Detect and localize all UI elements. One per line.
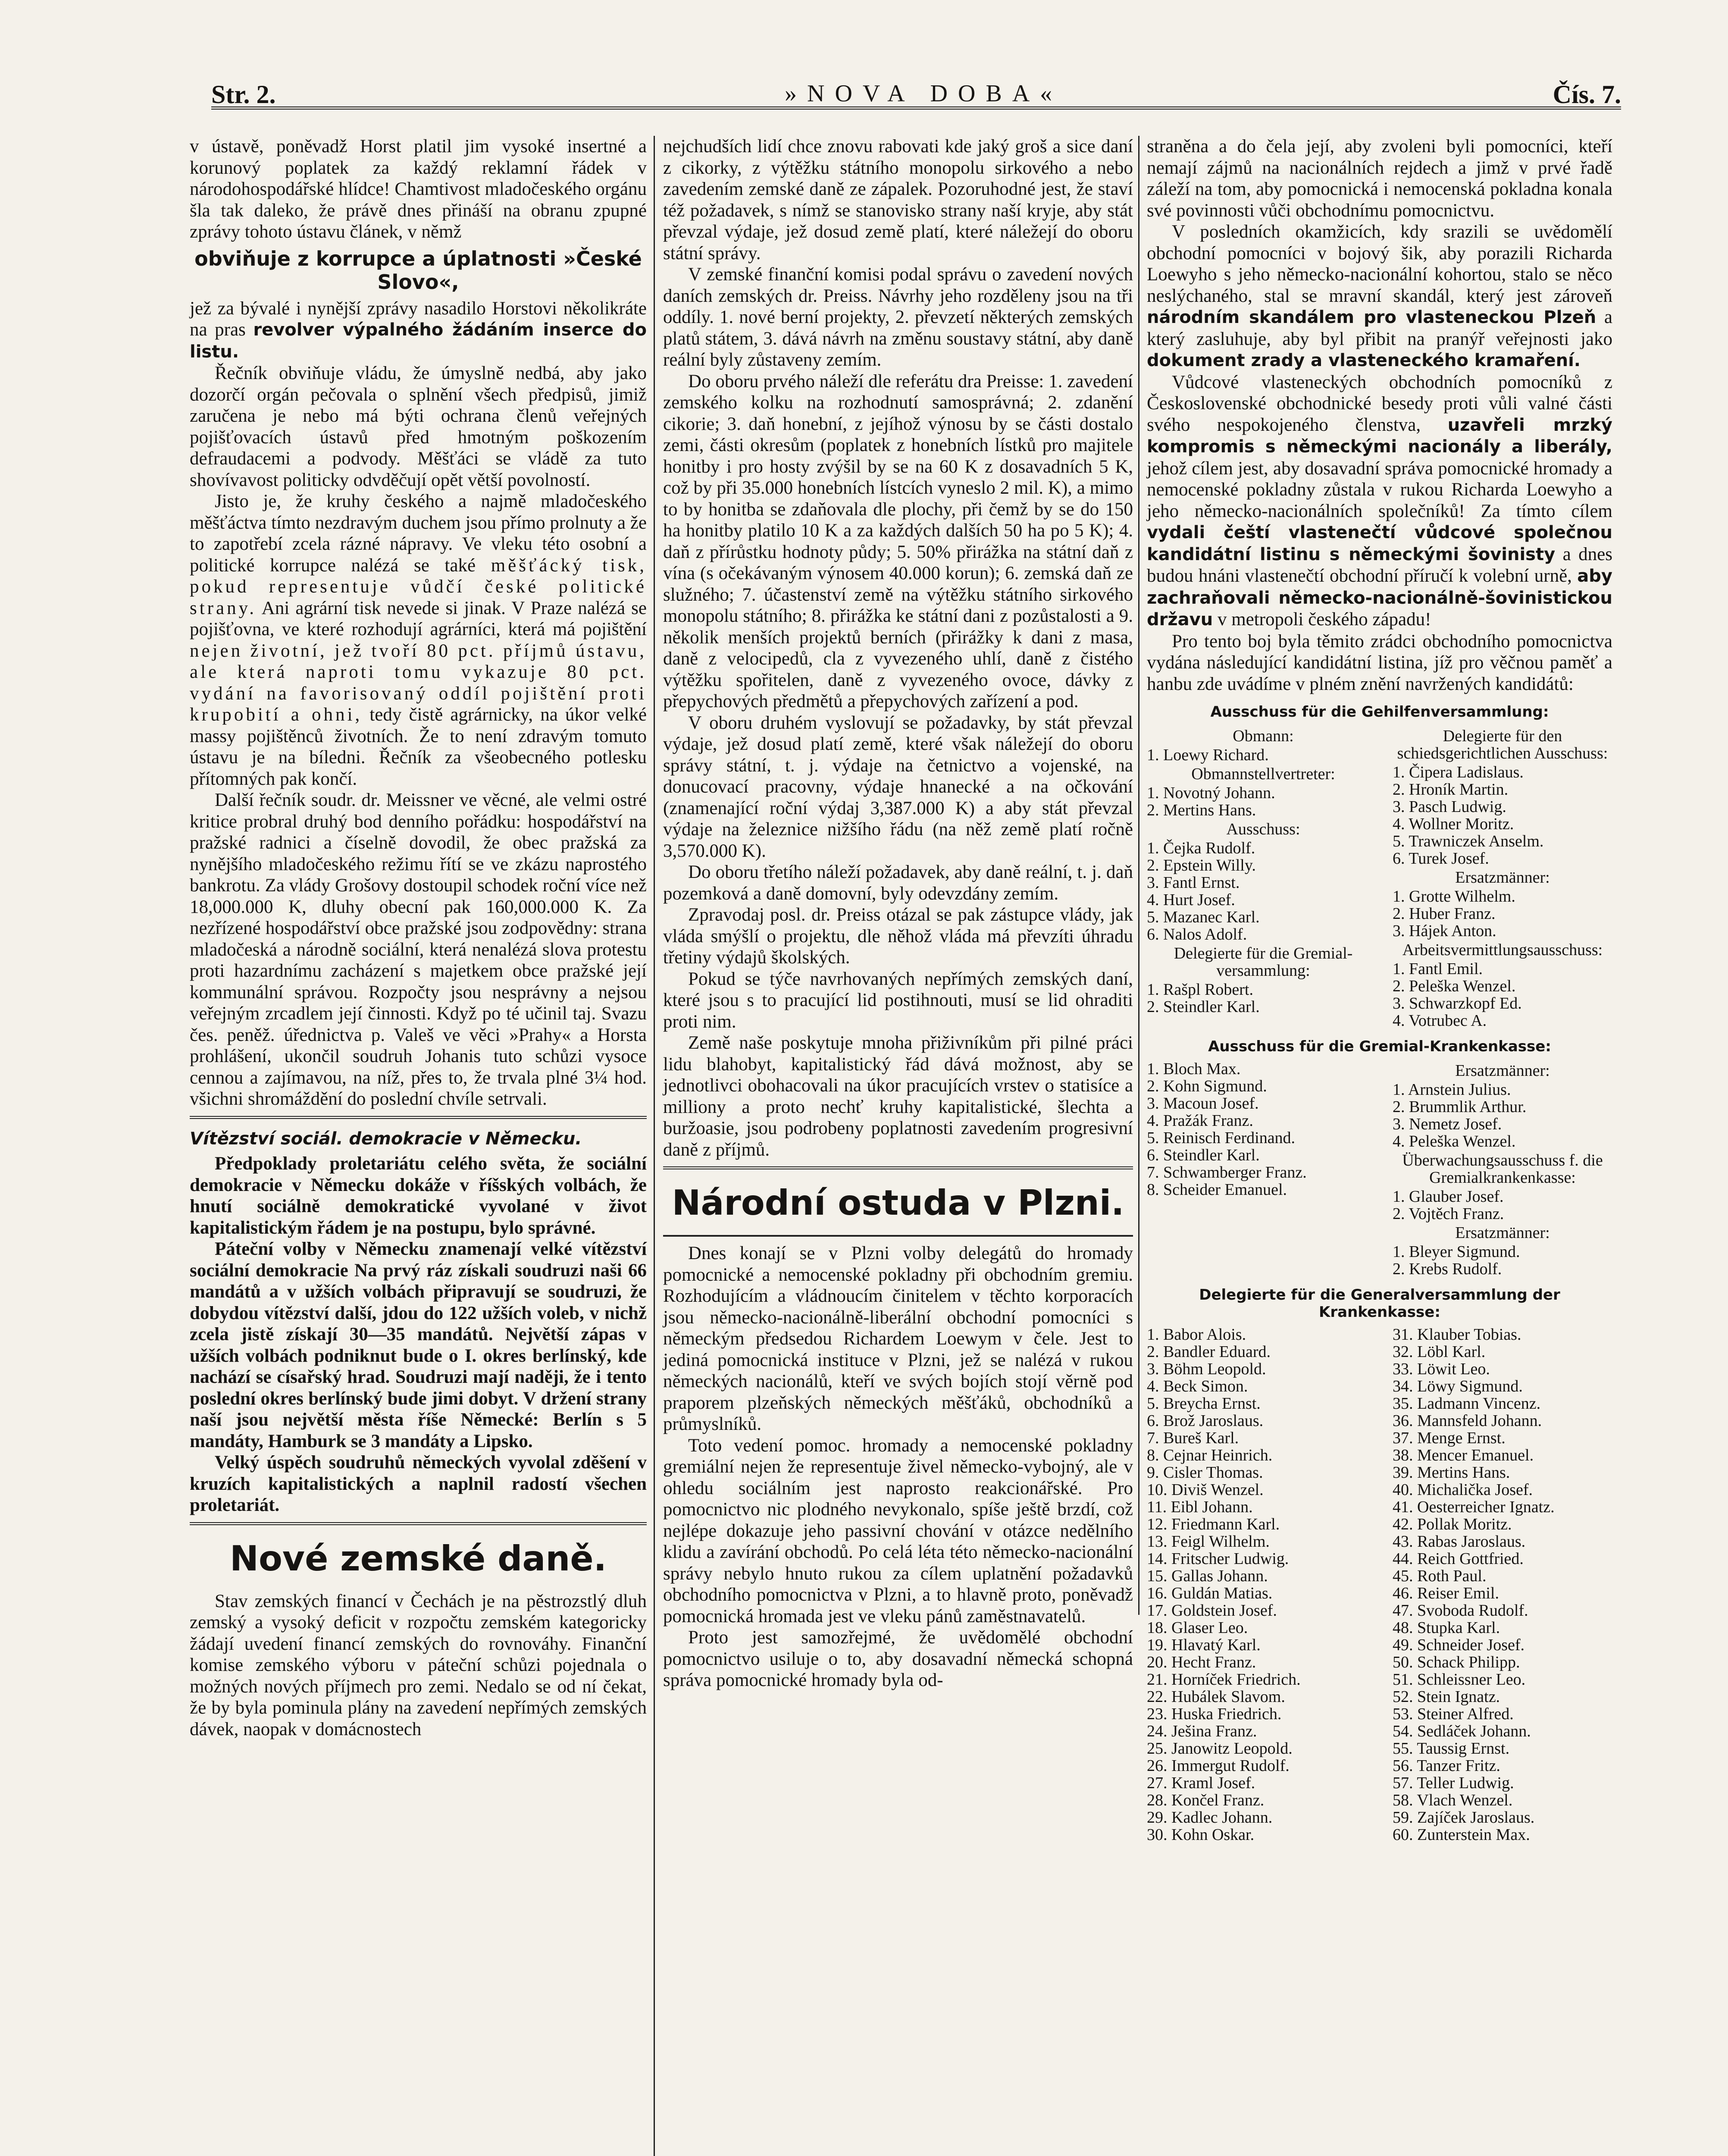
- candidate-name: 18. Glaser Leo.: [1147, 1619, 1248, 1637]
- candidate-name: 14. Fritscher Ludwig.: [1147, 1550, 1289, 1568]
- article-paragraph: Stav zemských financí v Čechách je na pěstrozstlý dluh zemský a vysoký deficit v rozpočtu zemském kategoricky žádají uvedení financí zemských do rovnováhy. Finanční komise zemského výboru v páteční schůzi pojednala o možných nových příjmech pro zemi. Nedalo se od ní čekat, že by byla pominula plány na zavedení nepřímých zemských dávek, naopak v domácnostech: [190, 1591, 647, 1739]
- name-list: [1393, 888, 1612, 940]
- candidate-name: 1. Grotte Wilhelm.: [1393, 887, 1515, 906]
- article-paragraph: Pokud se týče navrhovaných nepřímých zemských daní, které jsou s to pracující lid postihnouti, musí se lid ohraditi proti nim.: [663, 968, 1133, 1032]
- newspaper-title: »NOVA DOBA«: [785, 80, 1063, 107]
- candidate-name: 7. Bureš Karl.: [1147, 1429, 1239, 1447]
- list-subheading: Arbeitsvermittlungsausschuss:: [1402, 941, 1603, 959]
- candidate-name: 36. Mannsfeld Johann.: [1393, 1412, 1542, 1430]
- candidate-name: 50. Schack Philipp.: [1393, 1653, 1520, 1671]
- paragraph-text: jehož cílem jest, aby dosavadní správa pomocnické hromady a nemocenské pokladny zůstala v rukou Richarda Loewyho a jeho německo-nacionálních společníků! Za tímto cílem: [1147, 458, 1612, 521]
- candidate-name: 3. Macoun Josef.: [1147, 1094, 1259, 1112]
- candidate-name: 57. Teller Ludwig.: [1393, 1774, 1514, 1792]
- paragraph-text: v metropoli českého západu!: [1217, 609, 1431, 630]
- list-subheading: Obmannstellvertreter:: [1191, 765, 1335, 783]
- candidate-name: 53. Steiner Alfred.: [1393, 1705, 1514, 1723]
- section-heading: Vítězství sociál. demokracie v Německu.: [190, 1128, 582, 1149]
- candidate-name: 2. Steindler Karl.: [1147, 998, 1260, 1016]
- candidate-name: 51. Schleissner Leo.: [1393, 1670, 1526, 1689]
- candidate-name: 4. Beck Simon.: [1147, 1377, 1248, 1395]
- name-list: [1393, 1326, 1612, 1843]
- candidate-name: 52. Stein Ignatz.: [1393, 1688, 1500, 1706]
- candidate-name: 2. Mertins Hans.: [1147, 801, 1256, 819]
- candidate-name: 4. Wollner Moritz.: [1393, 815, 1514, 833]
- column-divider-1: [654, 136, 655, 2156]
- candidate-name: 26. Immergut Rudolf.: [1147, 1757, 1290, 1775]
- candidate-name: 1. Loewy Richard.: [1147, 746, 1269, 764]
- article-paragraph: Do oboru prvého náleží dle referátu dra Preisse: 1. zavedení zemského kolku na rozhodnutí samosprávná; 2. zdanění cikorie; 3. daň honební, z jejíhož výnosu by se části dostalo zemi, části okresům (poplatek z honebních lístků pro majitele honitby i pro hosty zvýšil by se na 60 K z dosavadních 5 K, což by při 35.000 honebních lístcích vyneslo 2 mil. K), a mimo to by honitba se zdaňovala dle plochy, při čemž by se do 150 ha honitby platilo 10 K a za každých dalších 50 ha po 5 K); 4. daň z přírůstku hodnoty půdy; 5. 50% přirážka na státní daň z vína (s očekávaným výnosem 40.000 korun); 6. zemská daň ze služného; 7. účastenství země na výtěžku státního sirkového monopolu státního; 8. přirážka ke státní dani z pozůstalosti a 9. několik menších projektů berních (přirážky k dani z masa, daně z velocipedů, cla z vyvezeného uhlí, daně z čistého výtěžku spořitelen, daně z vyvezeného ovoce, dávky z přepychových předmětů a přepychových zařízení a pod.: [663, 371, 1133, 711]
- list-subheading: Ersatzmänner:: [1455, 1224, 1550, 1242]
- table-column-right: [1380, 1060, 1612, 1278]
- table-column-left: [1147, 1060, 1380, 1278]
- article-headline: Nové zemské daně.: [230, 1538, 607, 1579]
- candidate-name: 5. Mazanec Karl.: [1147, 908, 1260, 926]
- candidate-name: 29. Kadlec Johann.: [1147, 1808, 1273, 1827]
- candidate-name: 3. Schwarzkopf Ed.: [1393, 994, 1522, 1012]
- candidate-name: 47. Svoboda Rudolf.: [1393, 1601, 1528, 1620]
- paragraph-text: tedy čistě agrárnicky, na úkor velké massy pojištěnců životních. Že to není zdravým tomuto ústavu je na bíledni. Řečník za všeobecného potlesku přítomných pak končí.: [190, 705, 647, 789]
- candidate-name: 3. Hájek Anton.: [1393, 922, 1496, 940]
- name-list: [1393, 764, 1612, 867]
- list-subheading: Ersatzmänner:: [1455, 1062, 1550, 1080]
- spaced-phrase: nejen životní, jež tvoří 80 pct. příjmů ústavu, ale která naproti tomu vykazuje 80 pct. vydání na favorisovaný oddíl pojištění proti krupobití a ohni,: [190, 640, 647, 725]
- article-paragraph: v ústavě, poněvadž Horst platil jim vysoké insertné a korunový poplatek za každý reklamní řádek v národohospodářské hlídce! Chamtivost mladočeského orgánu šla tak daleko, že právě dnes přináší na obranu zpupné zprávy tohoto ústavu článek, v němž: [190, 136, 647, 242]
- candidate-name: 60. Zunterstein Max.: [1393, 1826, 1530, 1844]
- candidate-name: 2. Krebs Rudolf.: [1393, 1260, 1502, 1278]
- candidate-name: 6. Nalos Adolf.: [1147, 925, 1247, 943]
- candidate-name: 21. Horníček Friedrich.: [1147, 1670, 1301, 1689]
- candidate-name: 34. Löwy Sigmund.: [1393, 1377, 1523, 1395]
- section-divider: [663, 1166, 1133, 1171]
- list-subheading: Delegierte für den schiedsgerichtlichen Ausschuss:: [1397, 727, 1608, 762]
- name-list: [1393, 1243, 1612, 1278]
- list-subheading: Überwachungsausschuss f. die Gremialkrankenkasse:: [1402, 1151, 1603, 1187]
- candidate-name: 1. Glauber Josef.: [1393, 1188, 1504, 1206]
- candidate-name: 6. Steindler Karl.: [1147, 1146, 1260, 1164]
- bold-phrase: revolver výpalného žádáním inserce do listu.: [190, 320, 647, 362]
- candidate-list-generalversammlung: [1147, 1286, 1612, 1843]
- candidate-name: 2. Bandler Eduard.: [1147, 1343, 1271, 1361]
- list-subheading: Delegierte für die Gremial-versammlung:: [1174, 944, 1353, 980]
- candidate-name: 32. Löbl Karl.: [1393, 1343, 1486, 1361]
- article-paragraph: Páteční volby v Německu znamenají velké vítězství sociální demokracie Na prvý ráz získali soudruzi naši 66 mandátů a v užších volbách připravují se soudruzi, že dobydou vítězství další, jdou do 122 užších voleb, v nichž zcela jistě získají 30—35 mandátů. Největší zápas v užších volbách podniknut bude o I. okres berlínský, kde nachází se císařský hrad. Soudruzi mají naději, že i tento poslední okres berlínský bude jimi dobyt. V držení strany naší jsou největší města říše Německé: Berlín s 5 mandáty, Hamburk se 3 mandáty a Lipsko.: [190, 1239, 647, 1451]
- paragraph-text: Ani agrární tisk nevede si jinak. V Praze nalézá se pojišťovna, ve které rozhodují agrárníci, která má pojištění: [190, 598, 647, 639]
- paragraph-text: a který zasluhuje, aby byl přibit na pranýř veřejnosti jako: [1147, 307, 1613, 349]
- candidate-name: 1. Fantl Emil.: [1393, 960, 1483, 978]
- candidate-name: 33. Löwit Leo.: [1393, 1360, 1490, 1378]
- candidate-name: 49. Schneider Josef.: [1393, 1636, 1525, 1654]
- candidate-name: 1. Čejka Rudolf.: [1147, 839, 1255, 857]
- candidate-name: 58. Vlach Wenzel.: [1393, 1791, 1513, 1809]
- column-1: [190, 136, 647, 1740]
- article-paragraph: Předpoklady proletariátu celého světa, že sociální demokracie v Německu dokáže v říšských volbách, že hnutí sociálně demokratické vyvolané v život kapitalistickým řádem je na postupu, bylo správné.: [190, 1153, 647, 1238]
- candidate-name: 4. Hurt Josef.: [1147, 891, 1235, 909]
- article-paragraph: nejchudších lidí chce znovu rabovati kde jaký groš a sice daní z cikorky, z výtěžku státního monopolu sirkového a nebo zavedením zemské daně ze zápalek. Pozoruhodné jest, že staví též požadavek, s nímž se stanovisko strany naší kryje, aby stát převzal výdaje, jež dosud země platí, které náležejí do oboru státní správy.: [663, 136, 1133, 263]
- candidate-name: 5. Reinisch Ferdinand.: [1147, 1129, 1296, 1147]
- candidate-name: 12. Friedmann Karl.: [1147, 1515, 1280, 1533]
- candidate-name: 20. Hecht Franz.: [1147, 1653, 1256, 1671]
- candidate-name: 43. Rabas Jaroslaus.: [1393, 1532, 1526, 1551]
- candidate-name: 25. Janowitz Leopold.: [1147, 1739, 1293, 1758]
- page-number: Str. 2.: [211, 80, 276, 109]
- name-list: [1393, 1081, 1612, 1150]
- article-paragraph: Řečník obviňuje vládu, že úmyslně nedbá, aby jako dozorčí orgán pečovala o splnění všech předpisů, jimiž zaručena je nebo má býti ochrana členů veřejných pojišťovacích ústavů před hmotným poškozením defraudacemi a podvody. Měšťáci se vládě za tuto shovívavost politicky odvděčují opět větší povolností.: [190, 363, 647, 490]
- column-divider-2: [1138, 136, 1139, 1615]
- article-paragraph: Dnes konají se v Plzni volby delegátů do hromady pomocnické a nemocenské pokladny při obchodním gremiu. Rozhodujícím a vládnoucím činitelem v těchto korporacích jsou německo-nacionálně-liberální obchodní pomocníci s německým předsedou Richardem Loewym v čele. Jest to jediná pomocnická instituce v Plzni, jež se nalézá v rukou německých nacionálů, kteří ve svých bojích stojí věrně pod praporem plzeňských německých měšťáků, obchodníků a průmyslníků.: [663, 1243, 1133, 1434]
- candidate-name: 3. Böhm Leopold.: [1147, 1360, 1266, 1378]
- bold-phrase: vydali čeští vlastenečtí vůdcové společnou kandidátní listinu s německými šovinisty: [1147, 523, 1612, 564]
- article-paragraph: Do oboru třetího náleží požadavek, aby daně reální, t. j. daň pozemková a daně domovní, byly odevzdány zemím.: [663, 862, 1133, 904]
- candidate-name: 19. Hlavatý Karl.: [1147, 1636, 1261, 1654]
- candidate-name: 41. Oesterreicher Ignatz.: [1393, 1498, 1555, 1516]
- article-paragraph: Velký úspěch soudruhů německých vyvolal zděšení v kruzích kapitalistických a naplnil radostí všechen proletariát.: [190, 1452, 647, 1515]
- candidate-name: 39. Mertins Hans.: [1393, 1463, 1510, 1482]
- article-paragraph: [190, 298, 647, 363]
- article-paragraph: [1147, 221, 1612, 372]
- table-column-right: [1380, 726, 1612, 1029]
- highlight-headline: obviňuje z korrupce a úplatnosti »České Slovo«,: [194, 247, 642, 294]
- candidate-name: 45. Roth Paul.: [1393, 1567, 1487, 1585]
- paragraph-text: Vůdcové vlasteneckých obchodních pomocníků z Československé obchodnické besedy proti vůli valné části svého nespokojeného členstva,: [1147, 372, 1612, 435]
- bold-phrase: aby zachraňovali německo-nacionálně-šovinistickou državu: [1147, 566, 1612, 630]
- candidate-name: 15. Gallas Johann.: [1147, 1567, 1268, 1585]
- candidate-name: 23. Huska Friedrich.: [1147, 1705, 1282, 1723]
- candidate-name: 24. Ješina Franz.: [1147, 1722, 1257, 1740]
- article-paragraph: Pro tento boj byla těmito zrádci obchodního pomocnictva vydána následující kandidátní listina, jíž pro věčnou paměť a hanbu zde uvádíme v plném znění navržených kandidátů:: [1147, 631, 1612, 694]
- article-paragraph: V zemské finanční komisi podal správu o zavedení nových daních zemských dr. Preiss. Návrhy jeho rozděleny jsou na tři oddíly. 1. nové berní projekty, 2. převzetí některých zemských platů státem, 3. dává návrh na změnu soustavy státní, aby daně reální byly zůstaveny zemím.: [663, 264, 1133, 370]
- bold-phrase: dokument zrady a vlasteneckého kramaření.: [1147, 351, 1581, 370]
- candidate-name: 4. Peleška Wenzel.: [1393, 1132, 1516, 1150]
- candidate-name: 3. Nemetz Josef.: [1393, 1115, 1502, 1133]
- candidate-name: 31. Klauber Tobias.: [1393, 1326, 1521, 1344]
- candidate-name: 6. Turek Josef.: [1393, 849, 1489, 868]
- candidate-name: 1. Babor Alois.: [1147, 1326, 1246, 1344]
- candidate-table: [1147, 726, 1612, 1029]
- list-subheading: Ersatzmänner:: [1455, 868, 1550, 887]
- candidate-name: 30. Kohn Oskar.: [1147, 1826, 1255, 1844]
- bold-phrase: uzavřeli mrzký kompromis s německými nacionály a liberály,: [1147, 415, 1613, 457]
- candidate-table: [1147, 1326, 1612, 1843]
- article-paragraph: [1147, 372, 1612, 631]
- candidate-name: 1. Arnstein Julius.: [1393, 1081, 1511, 1099]
- candidate-name: 2. Huber Franz.: [1393, 905, 1496, 923]
- candidate-name: 46. Reiser Emil.: [1393, 1584, 1499, 1602]
- list-subheading: Ausschuss:: [1226, 820, 1300, 838]
- candidate-name: 37. Menge Ernst.: [1393, 1429, 1506, 1447]
- table-column-left: [1147, 1326, 1380, 1843]
- candidate-name: 55. Taussig Ernst.: [1393, 1739, 1510, 1758]
- paragraph-text: V posledních okamžicích, kdy srazili se uvědomělí obchodní pomocníci v bojový šik, aby porazili Richarda Loewyho s jeho německo-nacionální kohortou, stalo se něco neslýchaného, stal se mravní skandál, který jest zároveň: [1147, 222, 1612, 306]
- candidate-name: 4. Pražák Franz.: [1147, 1112, 1253, 1130]
- name-list: [1147, 1060, 1380, 1198]
- candidate-list-krankenkasse: [1147, 1038, 1612, 1278]
- candidate-name: 40. Michalička Josef.: [1393, 1481, 1533, 1499]
- candidate-name: 11. Eibl Johann.: [1147, 1498, 1253, 1516]
- column-2: [663, 136, 1133, 1691]
- candidate-name: 13. Feigl Wilhelm.: [1147, 1532, 1270, 1551]
- candidate-name: 2. Hroník Martin.: [1393, 780, 1509, 799]
- candidate-name: 54. Sedláček Johann.: [1393, 1722, 1531, 1740]
- name-list: [1147, 981, 1380, 1015]
- candidate-name: 6. Brož Jaroslaus.: [1147, 1412, 1264, 1430]
- issue-number: Čís. 7.: [1553, 80, 1621, 109]
- table-column-right: [1380, 1326, 1612, 1843]
- candidate-name: 10. Diviš Wenzel.: [1147, 1481, 1264, 1499]
- article-paragraph: Toto vedení pomoc. hromady a nemocenské pokladny gremiální nejen že representuje živel německo-vybojný, ale v ohledu sociálním jest naprosto reakcionářské. Pro pomocnictvo nic plodného nevykonalo, spíše ještě brzdí, což nejlépe dokazuje jeho passivní chování v otázce nedělního klidu a zavírání obchodů. Po celá léta této německo-nacionální správy nebylo hnuto rukou za cílem uplatnění požadavků obchodního pomocnictva v Plzni, a to hlavně proto, poněvadž pomocnická hromada jest ve vleku pánů zaměstnavatelů.: [663, 1435, 1133, 1626]
- candidate-name: 7. Schwamberger Franz.: [1147, 1163, 1307, 1181]
- candidate-name: 38. Mencer Emanuel.: [1393, 1446, 1534, 1464]
- candidate-name: 48. Stupka Karl.: [1393, 1619, 1500, 1637]
- candidate-name: 35. Ladmann Vincenz.: [1393, 1395, 1541, 1413]
- article-paragraph: V oboru druhém vyslovují se požadavky, by stát převzal výdaje, jež dosud platí země, které však náležejí do oboru správy státní, t. j. výdaje na četnictvo a vojenské, na donucovací pracovny, výdaje hnanecké a na očkování (znamenající roční výdaj 3,387.000 K) a aby stát převzal výdaje na železnice nižšího řádu (na něž země platí ročně 3,570.000 K).: [663, 712, 1133, 861]
- candidate-table: [1147, 1060, 1612, 1278]
- candidate-name: 42. Pollak Moritz.: [1393, 1515, 1512, 1533]
- section-divider: [190, 1116, 647, 1121]
- article-paragraph: Zpravodaj posl. dr. Preiss otázal se pak zástupce vlády, jak vláda smýšlí o projektu, dle něhož vláda má převzíti úhradu třetiny výdajů školských.: [663, 905, 1133, 968]
- candidate-name: 1. Novotný Johann.: [1147, 784, 1275, 802]
- candidate-name: 2. Epstein Willy.: [1147, 856, 1256, 874]
- section-divider: [190, 1522, 647, 1527]
- article-paragraph: Další řečník soudr. dr. Meissner ve věcné, ale velmi ostré kritice probral druhý bod denního pořádku: hospodářství na pražské radnici a číselně dovodil, že obec pražská za nynějšího mladočeského režimu řítí se ve zkázu naprostého bankrotu. Za vlády Grošovy dostoupil schodek roční více než 18,000.000 K, dluhy obecní pak 160,000.000 K. Za nezřízené hospodářství obce pražské jsou zodpovědny: strana mladočeská a národně sociální, která nenalézá slova protestu proti hazardnímu zacházení s majetkem obce pražské její kommunální správou. Rozpočty jsou nesprávny a nejsou veřejným zrcadlem její činnosti. Když po té učinil taj. Svazu čes. peněž. úřednictva p. Valeš ve věci »Prahy« a Horsta prohlášení, ukončil soudruh Johanis tuto schůzi vysoce cennou a zajímavou, na níž, přes to, že trvala plné 3¼ hod. všichni shromáždění do poslední chvíle setrvali.: [190, 790, 647, 1109]
- candidate-name: 1. Bloch Max.: [1147, 1060, 1241, 1078]
- name-list: [1147, 746, 1380, 764]
- headline-rule: [663, 1235, 1133, 1237]
- candidate-name: 2. Peleška Wenzel.: [1393, 977, 1516, 995]
- candidate-name: 5. Trawniczek Anselm.: [1393, 832, 1544, 850]
- masthead: [211, 80, 1621, 110]
- candidate-name: 22. Hubálek Slavom.: [1147, 1688, 1285, 1706]
- article-paragraph: straněna a do čela její, aby zvoleni byli pomocníci, kteří nemají zájmů na nacionálních rejdech a jimž v prvé řadě záleží na tom, aby pomocnická i nemocenská pokladna konala své povinnosti vůči obchodnímu pomocnictvu.: [1147, 136, 1612, 221]
- candidate-name: 16. Guldán Matias.: [1147, 1584, 1273, 1602]
- paragraph-text: jež za bývalé i nynější zprávy nasadilo Horstovi několikráte na pras: [190, 298, 647, 340]
- candidate-name: 2. Brummlik Arthur.: [1393, 1098, 1527, 1116]
- name-list: [1147, 1326, 1380, 1843]
- candidate-name: 27. Kraml Josef.: [1147, 1774, 1255, 1792]
- masthead-rule: [211, 107, 1621, 112]
- candidate-name: 3. Fantl Ernst.: [1147, 874, 1240, 892]
- candidate-name: 5. Breycha Ernst.: [1147, 1395, 1261, 1413]
- table-column-left: [1147, 726, 1380, 1029]
- article-paragraph: Země naše poskytuje mnoha přiživníkům při pilné práci lidu blahobyt, kapitalistický řád dává možnost, aby se jednotlivci obohacovali na úkor pracujících vrstev o statisíce a milliony a proto nechť kruhy kapitalistické, šlechta a buržoasie, jsou podrobeny poplatnosti zavedením progresivní daně z příjmů.: [663, 1033, 1133, 1160]
- article-headline: Národní ostuda v Plzni.: [672, 1183, 1124, 1223]
- name-list: [1393, 1188, 1612, 1222]
- name-list: [1147, 784, 1380, 819]
- candidate-name: 4. Votrubec A.: [1393, 1012, 1487, 1030]
- candidate-name: 17. Goldstein Josef.: [1147, 1601, 1277, 1620]
- candidate-name: 28. Končel Franz.: [1147, 1791, 1265, 1809]
- list-heading: Ausschuss für die Gehilfenversammlung:: [1210, 703, 1549, 721]
- candidate-name: 2. Vojtěch Franz.: [1393, 1205, 1504, 1223]
- candidate-name: 59. Zajíček Jaroslaus.: [1393, 1808, 1535, 1827]
- article-paragraph: [190, 491, 647, 790]
- candidate-name: 1. Čipera Ladislaus.: [1393, 763, 1524, 781]
- bold-phrase: národním skandálem pro vlasteneckou Plzeň: [1147, 307, 1597, 327]
- candidate-name: 56. Tanzer Fritz.: [1393, 1757, 1500, 1775]
- candidate-name: 8. Scheider Emanuel.: [1147, 1181, 1287, 1199]
- name-list: [1147, 840, 1380, 943]
- candidate-list-gehilfen: [1147, 703, 1612, 1029]
- paragraph-text: Jisto je, že kruhy českého a najmě mladočeského měšťáctva tímto nezdravým duchem jsou přímo prolnuty a že to zapotřebí zcela rázné nápravy. Ve vleku této osobní a politické korrupce nalézá se také: [190, 491, 647, 576]
- candidate-name: 9. Cisler Thomas.: [1147, 1463, 1263, 1482]
- column-3: [1147, 136, 1612, 1843]
- list-heading: Ausschuss für die Gremial-Krankenkasse:: [1208, 1038, 1551, 1055]
- list-subheading: Obmann:: [1233, 727, 1294, 745]
- name-list: [1393, 960, 1612, 1029]
- spaced-phrase: měšťácký tisk, pokud representuje vůdčí české politické strany.: [190, 555, 647, 618]
- candidate-name: 44. Reich Gottfried.: [1393, 1550, 1524, 1568]
- candidate-name: 2. Kohn Sigmund.: [1147, 1077, 1267, 1095]
- article-paragraph: Proto jest samozřejmé, že uvědomělé obchodní pomocnictvo usiluje o to, aby dosavadní německá schopná správa pomocnické hromady byla od-: [663, 1627, 1133, 1690]
- candidate-name: 1. Bleyer Sigmund.: [1393, 1243, 1520, 1261]
- candidate-name: 8. Cejnar Heinrich.: [1147, 1446, 1273, 1464]
- candidate-name: 3. Pasch Ludwig.: [1393, 798, 1506, 816]
- list-heading: Delegierte für die Generalversammlung der Krankenkasse:: [1199, 1286, 1560, 1321]
- candidate-name: 1. Rašpl Robert.: [1147, 981, 1253, 999]
- paragraph-text: a dnes budou hnáni vlastenečtí obchodní příručí k volební urně,: [1147, 544, 1613, 586]
